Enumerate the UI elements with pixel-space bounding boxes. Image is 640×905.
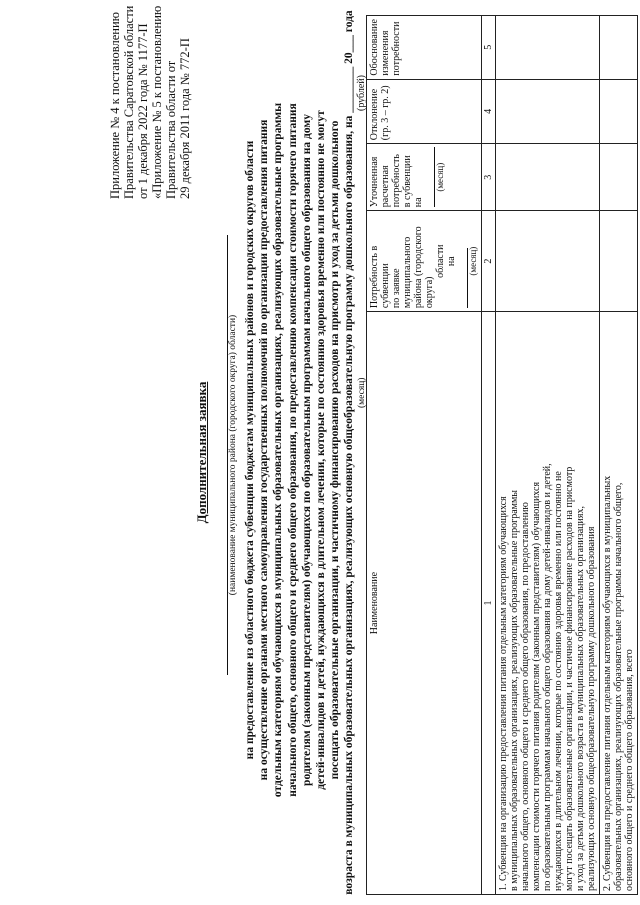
row-line: и уход за детьми дошкольного возраста в муниципальных образовательных организациях, bbox=[575, 506, 586, 891]
month-caption: (месяц) bbox=[468, 246, 478, 276]
cell-refined bbox=[600, 144, 638, 211]
header-need bbox=[367, 211, 482, 312]
appendix-line: 29 декабря 2011 года № 772-П bbox=[178, 38, 192, 199]
description-line: возраста в муниципальных образовательных организациях, реализующих основную общеобразовательную программу дошкольного bbox=[343, 201, 355, 895]
header-line: потребности bbox=[391, 21, 402, 76]
appendix-line: «Приложение № 5 к постановлению bbox=[150, 5, 164, 199]
header-deviation bbox=[367, 79, 482, 144]
row-line: начального общего, основного общего и среднего общего образования, по предоставлению bbox=[520, 502, 531, 891]
appendix-original-block bbox=[150, 5, 192, 199]
column-number: 3 bbox=[482, 144, 496, 211]
header-line: изменения bbox=[380, 30, 391, 76]
row-line: образовательных организациях, реализующих образовательные программы начального общего, bbox=[613, 482, 624, 891]
table-row bbox=[496, 16, 600, 895]
cell-need bbox=[600, 211, 638, 312]
table-header-row bbox=[367, 16, 482, 895]
appendix-current-block bbox=[108, 5, 150, 199]
header-line: (гр. 3 – гр. 2) bbox=[380, 85, 391, 141]
header-line: расчетная bbox=[380, 165, 391, 208]
cell-need bbox=[496, 211, 600, 312]
cell-refined bbox=[496, 144, 600, 211]
cell-deviation bbox=[496, 79, 600, 144]
row-line: могут посещать образовательные организации, и частичное финансирование расходов на присмотр bbox=[564, 466, 575, 891]
row-line: 2. Субвенция на предоставление питания отдельным категориям обучающихся в муниципальных bbox=[602, 475, 613, 891]
description-line: на предоставление из областного бюджета субвенции бюджетам муниципальных районов и городских округов области bbox=[244, 140, 256, 760]
row-line: нуждающихся в длительном лечении, которые по состоянию здоровья временно или постоянно не bbox=[553, 471, 564, 891]
header-line: по заявке муниципального bbox=[391, 236, 413, 309]
appendix-line: Правительства Саратовской области bbox=[122, 5, 136, 199]
header-line: потребность bbox=[391, 154, 402, 208]
header-line: области bbox=[435, 244, 446, 278]
month-blank bbox=[425, 147, 435, 207]
table-row bbox=[600, 16, 638, 895]
description-last-line bbox=[343, 0, 355, 905]
column-number: 1 bbox=[482, 312, 496, 895]
row-line: по образовательным программам начального общего образования на дому детей-инвалидов и детей, bbox=[542, 463, 553, 891]
description-line: на осуществление органами местного самоуправления государственных полномочий по организации предоставления питания bbox=[258, 119, 271, 781]
org-name-caption: (наименование муниципального района (городского округа) области) bbox=[228, 314, 238, 596]
appendix-line: Приложение № 4 к постановлению bbox=[108, 12, 122, 199]
column-number-row bbox=[482, 16, 496, 895]
row-line: основного общего и среднего общего образования, всего bbox=[624, 649, 635, 891]
header-line: района (городского округа) bbox=[413, 226, 435, 309]
request-description bbox=[243, 65, 342, 835]
appendix-line: Правительства области от bbox=[164, 60, 178, 199]
description-line: посещать образовательные организации, и частичному финансированию расходов на присмотр и уход за детьми дошкольного bbox=[329, 120, 342, 780]
document-title: Дополнительная заявка bbox=[194, 381, 209, 524]
description-line: родителям (законным представителям) обучающихся по образовательным программам начального общего образования на дому bbox=[300, 114, 313, 786]
header-name: Наименование bbox=[367, 312, 482, 895]
header-line: Обоснование bbox=[369, 19, 380, 76]
header-line: Уточненная bbox=[369, 156, 380, 208]
description-line: детей-инвалидов и детей, нуждающихся в длительном лечении, которые по состоянию здоровья временно или постоянно не могут bbox=[315, 110, 328, 790]
description-line: отдельным категориям обучающихся в муниципальных образовательных организациях, реализующих образовательные программы bbox=[272, 102, 285, 798]
row-name bbox=[600, 312, 638, 895]
row-line: в муниципальных образовательных организациях, реализующих образовательные программы bbox=[509, 489, 520, 891]
header-line: в субвенции bbox=[402, 155, 413, 208]
header-refined bbox=[367, 144, 482, 211]
row-line: 1. Субвенция на организацию предоставления питания отдельным категориям обучающихся bbox=[498, 496, 509, 891]
header-line: на bbox=[413, 197, 424, 208]
currency-unit: (рублей) bbox=[356, 75, 367, 112]
org-name-blank-line bbox=[217, 235, 228, 675]
header-line: Потребность в субвенции bbox=[369, 245, 391, 309]
column-number: 5 bbox=[482, 16, 496, 80]
period-line: образования, на ________ 20___ года bbox=[343, 10, 355, 199]
header-justification bbox=[367, 16, 482, 80]
month-caption: (месяц) bbox=[357, 377, 367, 408]
header-line: Отклонение bbox=[369, 88, 380, 141]
month-blank bbox=[458, 248, 468, 308]
appendix-line: от 1 декабря 2022 года № 1177-П bbox=[136, 23, 150, 199]
column-number: 4 bbox=[482, 79, 496, 144]
header-line: на bbox=[446, 256, 457, 267]
cell-justification bbox=[496, 16, 600, 80]
row-name bbox=[496, 312, 600, 895]
description-line: начального общего, основного общего и среднего общего образования, по предоставлению компенсации стоимости горячего питания bbox=[286, 103, 299, 797]
row-line: компенсации стоимости горячего питания родителям (законным представителям) обучающихся bbox=[531, 481, 542, 891]
month-caption: (месяц) bbox=[435, 162, 445, 192]
row-line: реализующих основную общеобразовательную программу дошкольного образования bbox=[586, 526, 597, 891]
cell-justification bbox=[600, 16, 638, 80]
column-number: 2 bbox=[482, 211, 496, 312]
cell-deviation bbox=[600, 79, 638, 144]
request-table bbox=[366, 15, 638, 895]
